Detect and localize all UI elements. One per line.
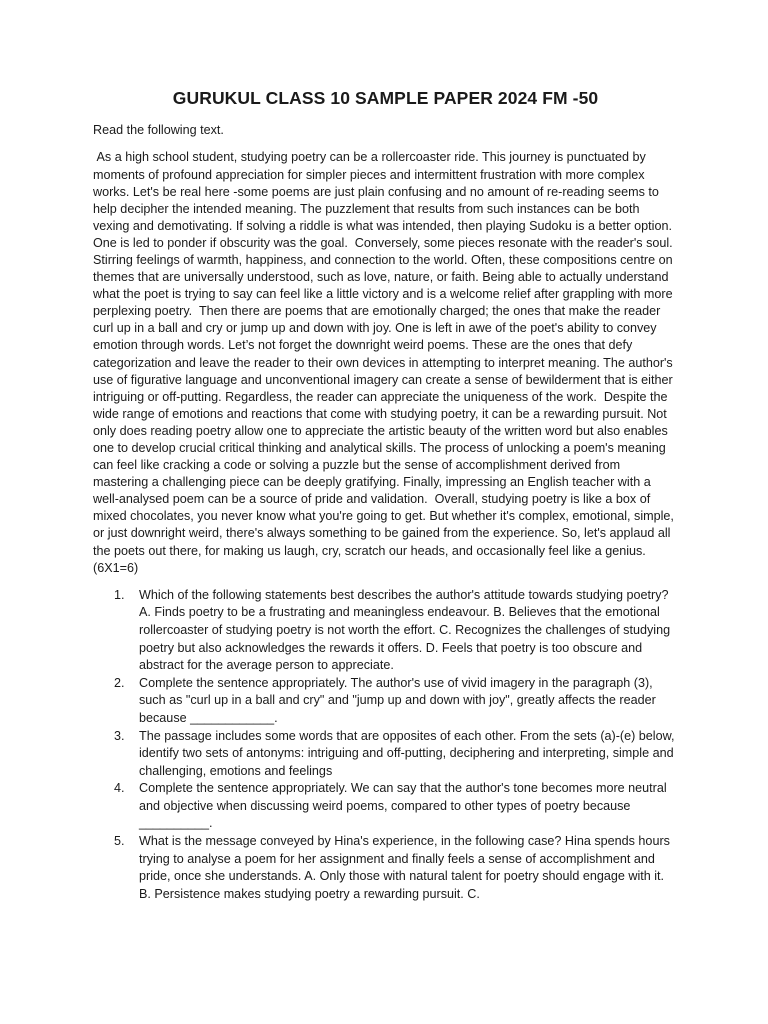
question-number: 5. xyxy=(114,834,125,849)
question-list xyxy=(93,587,678,904)
question-item xyxy=(93,587,678,675)
question-text: Which of the following statements best describes the author's attitude towards studying poetry? A. Finds poetry to be a frustrating and meaningless endeavour. B. Believes that the emotional rollercoaster of studying poetry is not worth the effort. C. Recognizes the challenges of studying poetry but also acknowledges the rewards it offers. D. Feels that poetry is too obscure and abstract for the average person to appreciate. xyxy=(139,587,671,673)
question-item xyxy=(93,780,678,833)
question-text: Complete the sentence appropriately. The author's use of vivid imagery in the paragraph (3), such as "curl up in a ball and cry" and "jump up and down with joy", greatly affects the reader because ____________. xyxy=(139,675,656,725)
question-number: 4. xyxy=(114,781,125,796)
question-item xyxy=(93,675,678,728)
question-number: 1. xyxy=(114,587,125,602)
question-item xyxy=(93,833,678,903)
document-title: GURUKUL CLASS 10 SAMPLE PAPER 2024 FM -50 xyxy=(172,88,599,108)
question-text: Complete the sentence appropriately. We can say that the author's tone becomes more neutral and objective when discussing weird poems, compared to other types of poetry because __________. xyxy=(139,781,667,831)
question-number: 2. xyxy=(114,675,125,690)
question-number: 3. xyxy=(114,728,125,743)
question-text: What is the message conveyed by Hina's experience, in the following case? Hina spends hours trying to analyse a poem for her assignment and finally feels a sense of accomplishment and pride, once she understands. A. Only those with natural talent for poetry should engage with it. B. Persistence makes studying poetry a rewarding pursuit. C. xyxy=(139,834,670,901)
document-page xyxy=(93,88,678,903)
question-text: The passage includes some words that are opposites of each other. From the sets (a)-(e) below, identify two sets of antonyms: intriguing and off-putting, deciphering and interpreting, simple and challenging, emotions and feelings xyxy=(139,728,675,778)
reading-passage: As a high school student, studying poetry can be a rollercoaster ride. This journey is punctuated by moments of profound appreciation for simpler pieces and intermittent frustration with more complex works. Let's be real here -some poems are just plain confusing and no amount of re-reading seems to help decipher the intended meaning. The puzzlement that results from such instances can be both vexing and demotivating. If solving a riddle is what was intended, then playing Sudoku is a better option. One is led to ponder if obscurity was the goal. Conversely, some pieces resonate with the reader's soul. Stirring feelings of warmth, happiness, and connection to the world. Often, these compositions centre on themes that are universally understood, such as love, nature, or faith. Being able to actually understand what the poet is trying to say can feel like a little victory and is a welcome relief after grappling with more perplexing poetry. Then there are poems that are emotionally charged; the ones that make the reader curl up in a ball and cry or jump up and down with joy. One is left in awe of the poet's ability to convey emotion through words. Let’s not forget the downright weird poems. These are the ones that defy categorization and leave the reader to their own devices in attempting to interpret meaning. The author's use of figurative language and unconventional imagery can create a sense of bewilderment that is either intriguing or off-putting. Regardless, the reader can appreciate the uniqueness of the work. Despite the wide range of emotions and reactions that come with studying poetry, it can be a rewarding pursuit. Not only does reading poetry allow one to appreciate the artistic beauty of the written word but also enables one to develop crucial critical thinking and analytical skills. The process of unlocking a poem's meaning can feel like cracking a code or solving a puzzle but the sense of accomplishment derived from mastering a challenging piece can be deeply gratifying. Finally, impressing an English teacher with a well-analysed poem can be a source of pride and validation. Overall, studying poetry is like a box of mixed chocolates, you never know what you're going to get. But whether it's complex, emotional, simple, or just downright weird, there's always something to be gained from the experience. So, let's applaud all the poets out there, for making us laugh, cry, scratch our heads, and occasionally feel like a genius. (6X1=6) xyxy=(93,150,678,575)
question-item xyxy=(93,728,678,781)
reading-instruction: Read the following text. xyxy=(93,123,224,137)
